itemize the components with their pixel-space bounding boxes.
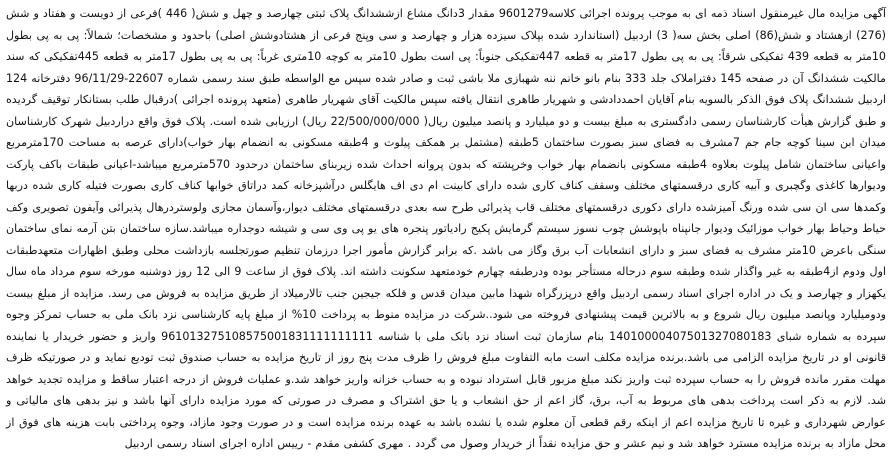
auction-notice-body: آگهی مزایده مال غیرمنقول اسناد ذمه ای به موجب پرونده اجرائی کلاسه9601279 مقدار 3دانگ مشاع ازششدانگ پلاک ثبتی چهارصد و چهل و شش( 446 )فرعی از دویست و هفتاد و شش (276) ازهشتاد و شش(86) اصلی بخش سه( 3) اردبیل (استاندارد شده بپلاک سیزده هزار و چهارصد و سی وپنج فرعی از هشتادوشش اصلی) باحدود و مشخصات؛ شمالاً: پی به پی بطول 10متر به قطعه 439 تفکیکی شرقاً: پی به پی بطول 17متر به قطعه 447تفکیکی جنوباً: پی است بطول 10متر به کوچه 10متری غرباً: پی به پی بطول 17متر به قطعه 445تفکیکی که سند مالکیت ششدانگ آن در صفحه 145 دفتراملاک جلد 333 بنام بانو خانم ننه شهبازی ملا باشی ثبت و صادر شده سپس مع الواسطه طبق سند رسمی شماره 22607-96/11/29 دفترخانه 124 اردبیل ششدانگ پلاک فوق الذکر بالسویه بنام آقایان احمددادشی و شهریار طاهری انتقال یافته سپس مالکیت آقای شهریار طاهری (متعهد پرونده اجرائی )درقبال طلب بستانکار توقیف گردیده و طبق گزارش هیأت کارشناسان رسمی دادگستری به مبلغ بیست و دو میلیارد و پانصد میلیون ریال( 22/500/000/000 ریال) ارزیابی شده است. پلاک فوق واقع دراردبیل شهرک کارشناسان میدان ابن سینا کوچه جام جم 7مشرف به فضای سبز بصورت ساختمان 5طبقه (مشتمل بر همکف پیلوت و 4طبقه مسکونی به انضمام بهار خواب)دارای عرصه به مساحت 170مترمربع واعیانی ساختمان شامل پیلوت بعلاوه 4طبقه مسکونی بانضمام بهار خواب وخرپشته که بدون پروانه احداث شده زیربنای ساختمان درحدود 570مترمربع میباشد-اعیانی طبقات باکف پارکت ودیوارها کاغذی وگچبری و آبیه کاری درقسمتهای مختلف وسقف کناف کاری شده دارای کابینت ام دی اف هایگلس درآشپزخانه کمد دراتاق خوابها کناف کاری بصورت فتیله کاری شده دربها وکمدها سی ان سی شده ورنگ آمیزشده دارای دکوری درقسمتهای مختلف قاب پذیرائی طرح سه بعدی درقسمتهای مختلف دیوار،وآسمان مجازی ولوستردرهال پذیرائی وآیفون تصویری وکف حیاط وحیاط بهار خواب موزائیک ودیوار جانپناه باپوشش چوب نسوز سیستم گرمایش پکیج رادیاتور پنجره های یو پی وی سی و شیشه دوجداره میباشد.سازه ساختمان بتن آرمه نمای ساختمان سنگی باعرض 10متر مشرف به فضای سبز و دارای انشعابات آب برق وگاز می باشد .که برابر گزارش مأمور اجرا درزمان تنظیم صورتجلسه بازداشت محلی وطبق اظهارات متعهدطبقات اول ودوم از4طبقه به غیر واگذار شده وطبقه سوم درحاله مستأجر بوده ودرطبقه چهارم خودمتعهد سکونت داشته اند. پلاک فوق از ساعت 9 الی 12 روز دوشنبه مورخه سوم مرداد ماه سال یکهزار و چهارصد و یک در اداره اجرای اسناد رسمی اردبیل واقع درپزرگراه شهدا مابین میدان قدس و فلکه جیجین جنب تالارمیلاد از طریق مزایده به فروش می رسد. مزایده از مبلغ بیست ودومیلیارد وپانصد میلیون ریال شروع و به بالاترین قیمت پیشنهادی فروخته می شود..شرکت در مزایده منوط به پرداخت 10% از مبلغ پایه کارشناسی نزد بانک ملی به حساب تمرکز وجوه سپرده به شماره شبای 14010000407501327080183 بنام سازمان ثبت اسناد نزد بانک ملی با شناسه 961013275108575001831111111111 واریز و حضور خریدار یا نماینده قانونی او در تاریخ مزایده الزامی می باشد.برنده مزایده مکلف است مابه التفاوت مبلغ فروش را ظرف مدت پنج روز از تاریخ مزایده به حساب صندوق ثبت تودیع نماید و در صورتیکه ظرف مهلت مقرر مانده فروش را به حساب سپرده ثبت واریز نکند مبلغ مزبور قابل استرداد نبوده و به حساب خزانه واریز خواهد شد.و عملیات فروش از درجه اعتبار ساقط و مزایده تجدید خواهد شد. لازم به ذکر است پرداخت بدهی های مربوط به آب، برق، گاز اعم از حق انشعاب و یا حق اشتراک و مصرف در صورتی که مورد مزایده دارای آنها باشد و نیز بدهی های مالیاتی و عوارض شهرداری و غیره تا تاریخ مزایده اعم از اینکه رقم قطعی آن معلوم شده یا نشده باشد به عهده برنده مزایده است و در صورت وجود مازاد، وجوه پرداختی بابت هزینه های فوق از محل مازاد به برنده مزایده مسترد خواهد شد و نیم عشر و حق مزایده نقداً از خریدار وصول می گردد . مهری کشفی مقدم - رییس اداره اجرای اسناد رسمی اردبیل [6, 7, 887, 450]
auction-notice [6, 3, 886, 455]
